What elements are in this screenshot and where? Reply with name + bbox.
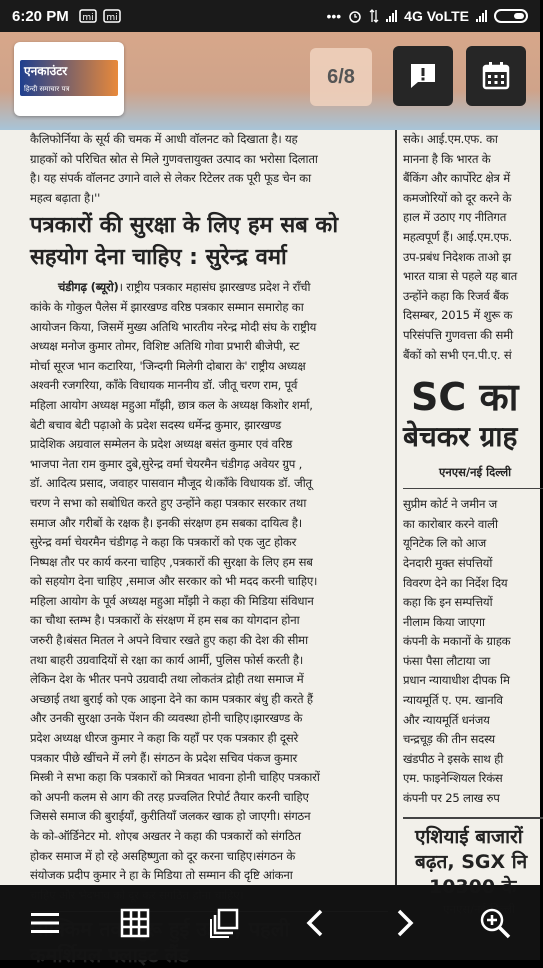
text-line: हाल में उठाए गए नीतिगत <box>403 210 507 225</box>
next-page-button[interactable] <box>380 898 430 948</box>
status-bar <box>0 0 540 32</box>
text-line: नीलाम किया जाएगा <box>403 614 485 629</box>
next-icon <box>395 909 415 937</box>
logo-banner <box>20 60 118 96</box>
app-notification-icon <box>79 9 97 23</box>
text-line: जिससे समाज की बुराईयाँ, कुरीतियाँ जलकर खाक हो जाएगी। संगठन <box>30 809 311 824</box>
menu-icon <box>30 911 60 935</box>
text-line: कंपनी पर 25 लाख रुप <box>403 791 500 806</box>
battery-icon <box>494 9 528 23</box>
text-line: अच्छाई तथा बुराई को एक आइना देने का काम पत्रकार बंधु ही करते हैं <box>30 691 313 706</box>
app-header <box>0 32 540 130</box>
column-divider <box>395 130 397 885</box>
calendar-button[interactable] <box>466 46 526 106</box>
text-line: महिला आयोग के पूर्व अध्यक्ष महुआ माँझी ने कहा की मिडिया संविधान <box>30 593 314 608</box>
text-line: जरुरी है।बंसत मितल ने अपने विचार रखते हुए कहा की देश की सीमा <box>30 633 308 648</box>
network-type: 4G VoLTE <box>404 8 469 24</box>
text-line: सुप्रीम कोर्ट ने जमीन ज <box>403 497 498 512</box>
svg-text:mi: mi <box>82 13 94 23</box>
message-alert-button[interactable] <box>393 46 453 106</box>
box-headline-line-2: बढ़त, SGX नि <box>415 850 528 873</box>
article-body <box>30 278 388 905</box>
newspaper-logo[interactable] <box>14 42 124 116</box>
text-line: आयोजन किया, जिसमें मुख्य अतिथि भारतीय नरेन्द्र मोदी संघ के राष्ट्रीय <box>30 319 317 334</box>
text-line: समाज और गरीबों के रक्षक है। इनकी संरक्षण हम सबका दायित्व है। <box>30 515 302 530</box>
text-line: अश्वनी रजगरिया, काँके विधायक माननीय डॉ. जीतू चरण राम, पूर्व <box>30 378 298 393</box>
text-line: परिसंपत्ति गुणवत्ता की समी <box>403 327 513 342</box>
text-line: बेटी बचाव बेटी पढ़ाओ के प्रदेश सदस्य धर्मेन्द्र कुमार, झारखण्ड <box>30 417 282 432</box>
text-line: कमजोरियों को दूर करने के <box>403 190 512 205</box>
text-line: विवरण देने का निर्देश दिय <box>403 575 508 590</box>
text-line: मिस्त्री ने सभा कहा कि पत्रकारों को मित्रवत भावना होनी चाहिए पत्रकारों <box>30 770 320 785</box>
text-line: महत्व बढ़ाता है।'' <box>30 190 101 205</box>
bottom-toolbar <box>0 885 540 960</box>
right-headline-line-2: बेचकर ग्राह <box>403 420 518 454</box>
text-line: कंपनी के मकानों के ग्राहक <box>403 634 511 649</box>
logo-tagline: हिन्दी समाचार पत्र <box>24 85 70 93</box>
status-right <box>326 8 528 24</box>
text-line: चरण ने सभा को सबोधित करते हुए उन्होंने कहा पत्रकार सरकार तथा <box>30 495 307 510</box>
text-line: कहा कि इन सम्पत्तियों <box>403 595 493 610</box>
text-line: खंडपीठ ने इसके साथ ही <box>403 751 504 766</box>
article-headline-line-1: पत्रकारों की सुरक्षा के लिए हम सब को <box>30 213 339 239</box>
text-line: दिसम्बर, 2015 में शुरू क <box>403 308 513 323</box>
signal-icon <box>386 10 397 22</box>
article-top-text <box>30 130 388 208</box>
menu-button[interactable] <box>20 898 70 948</box>
text-line <box>30 278 388 298</box>
text-line: संयोजक प्रदीप कुमार ने हा के मिडिया तो सम्मान की दृष्टि आंकना <box>30 868 293 883</box>
page-indicator: 6/8 <box>310 48 372 106</box>
text-line: ग्राहकों को परिचित स्रोत से मिले गुणवत्तायुक्त उत्पाद का भरोसा दिलाता <box>30 151 318 166</box>
more-dots-icon: ••• <box>326 8 342 24</box>
zoom-in-button[interactable] <box>470 898 520 948</box>
left-column <box>30 130 388 885</box>
text-line: का चौथा स्तम्भ है। पत्रकारों के संरक्षण में हम सब का योगदान होना <box>30 613 300 628</box>
previous-page-button[interactable] <box>290 898 340 948</box>
right-top-text <box>403 130 543 365</box>
right-divider <box>403 488 543 489</box>
right-column <box>403 130 543 885</box>
right-divider-2 <box>403 817 543 819</box>
text-line: उप-प्रबंध निदेशक ताओ झ <box>403 249 511 264</box>
newspaper-page[interactable] <box>0 130 540 885</box>
text-line: प्रादेशिक अग्रवाल सम्मेलन के प्रदेश अध्यक्ष बसंत कुमार एवं वरिष्ठ <box>30 437 293 452</box>
text-line: का कारोबार करने वाली <box>403 516 498 531</box>
text-line: अध्यक्ष मनोज कुमार तोमर, विशिष्ट अतिथि गोवा प्रभारी बीजेपी, स्ट <box>30 339 300 354</box>
signal-icon-2 <box>476 10 487 22</box>
text-line: तथा बाहरी उग्रवादियों से रक्षा का कार्य आर्मी, पुलिस फोर्स करती है। <box>30 652 304 667</box>
text-line: एम. फाइनेन्शियल रिकंस <box>403 771 503 786</box>
text-line: प्रदेश अध्यक्ष धीरज कुमार ने कहा कि यहाँ पर एक पत्रकार ही दूसरे <box>30 731 299 746</box>
text-line: है। यह संपर्क वॉलनट उगाने वाले से लेकर रिटेलर तक पूरी फूड चेन का <box>30 171 311 186</box>
text-line: उन्होंने कहा कि रिजर्व बैंक <box>403 288 509 303</box>
text-line: फंसा पैसा लौटाया जा <box>403 653 491 668</box>
text-line: प्रधान न्यायाधीश दीपक मि <box>403 673 510 688</box>
article-headline-line-2: सहयोग देना चाहिए : सुरेन्द्र वर्मा <box>30 245 287 271</box>
logo-title: एनकाउंटर <box>24 64 68 78</box>
first-line: । राष्ट्रीय पत्रकार महासंघ झारखण्ड प्रदेश ने राँची <box>118 280 311 295</box>
notification-icons <box>79 9 121 23</box>
text-line: देनदारी मुक्त संपत्तियों <box>403 555 493 570</box>
box-headline-line-1: एशियाई बाजारों <box>415 825 523 848</box>
text-line: सुरेन्द्र वर्मा चेयरमैन चंडीगढ़ ने कहा कि पत्रकारों को एक जुट होकर <box>30 535 297 550</box>
right-body <box>403 495 543 809</box>
pages-button[interactable] <box>200 898 250 948</box>
text-line: महत्वपूर्ण हैं। आई.एम.एफ. <box>403 229 512 244</box>
dateline: चंडीगढ़ (ब्यूरो) <box>58 280 119 295</box>
previous-icon <box>305 909 325 937</box>
text-line: होकर समाज में हो रहे असहिष्णुता को दूर करना चाहिए।संगठन के <box>30 848 296 863</box>
text-line: को सहयोग देना चाहिए ,समाज और सरकार को भी मदद करनी चाहिए। <box>30 574 318 589</box>
text-line: भाजपा नेता राम कुमार दुबे,सुरेन्द्र वर्मा चेयरमैन चंडीगढ़ अवेयर ग्रुप , <box>30 456 303 471</box>
text-line: बैंकिंग और कार्पोरेट क्षेत्र में <box>403 171 510 186</box>
data-transfer-icon <box>369 9 379 23</box>
calendar-icon <box>481 61 511 91</box>
text-line: मोर्चा सूरज भान कटारिया, 'जिन्दगी मिलेगी दोबारा के' राष्ट्रीय अध्यक्ष <box>30 358 306 373</box>
text-line: यूनिटेक लि को आज <box>403 536 486 551</box>
text-line: कैलिफोर्निया के सूर्य की चमक में आधी वॉलनट को दिखाता है। यह <box>30 132 298 146</box>
text-line: महिला आयोग अध्यक्ष महुआ माँझी, छात्र कल के अध्यक्ष किशोर शर्मा, <box>30 397 313 412</box>
text-line: भारत यात्रा से पहले यह बात <box>403 269 518 284</box>
right-byline: एनएस/नई दिल्ली <box>439 465 512 480</box>
text-line: बैंकों को सभी एन.पी.ए. सं <box>403 347 512 362</box>
message-alert-icon <box>407 60 439 92</box>
text-line: चन्द्रचूड़ की तीन सदस्य <box>403 732 495 747</box>
text-line: सके। आई.एम.एफ. का <box>403 132 498 146</box>
svg-text:mi: mi <box>106 13 118 23</box>
status-time: 6:20 PM <box>12 7 69 25</box>
text-line: लेकिन देश के भीतर पनपे उग्रवादी तथा लोकतंत्र द्रोही तथा समाज में <box>30 672 304 687</box>
text-line: को अपनी कलम से आग की तरह प्रज्वलित रिपोर्ट तैयार करनी चाहिए <box>30 789 309 804</box>
text-line: और उनकी सुरक्षा उनके पेंशन की व्यवस्था होनी चाहिए।झारखण्ड के <box>30 711 303 726</box>
text-line: निष्पक्ष तौर पर कार्य करना चाहिए ,पत्रकारों की सुरक्षा के लिए हम सब <box>30 554 313 569</box>
text-line: कांके के गोकुल पैलेस में झारखण्ड वरिष्ठ पत्रकार सम्मान समारोह का <box>30 299 304 314</box>
grid-icon <box>120 908 150 938</box>
app-notification-icon-2 <box>103 9 121 23</box>
zoom-in-icon <box>479 907 511 939</box>
grid-view-button[interactable] <box>110 898 160 948</box>
text-line: और न्यायमूर्ति धनंजय <box>403 712 490 727</box>
text-line: पत्रकार पीछे खींचने में लगे हैं। संगठन के प्रदेश सचिव पंकज कुमार <box>30 750 298 765</box>
text-line: न्यायमूर्ति ए. एम. खानवि <box>403 693 503 708</box>
right-headline-line-1: SC का <box>411 375 519 420</box>
pages-icon <box>210 908 240 938</box>
text-line: डॉ. आदित्य प्रसाद, जवाहर पासवान मौजूद थे।काँके विधायक डॉ. जीतू <box>30 476 312 491</box>
alarm-icon <box>348 9 362 23</box>
text-line: मानना है कि भारत के <box>403 151 491 166</box>
text-line: के को-ऑर्डिनेटर मो. शोएब अखतर ने कहा की पत्रकारों को संगठित <box>30 829 301 843</box>
